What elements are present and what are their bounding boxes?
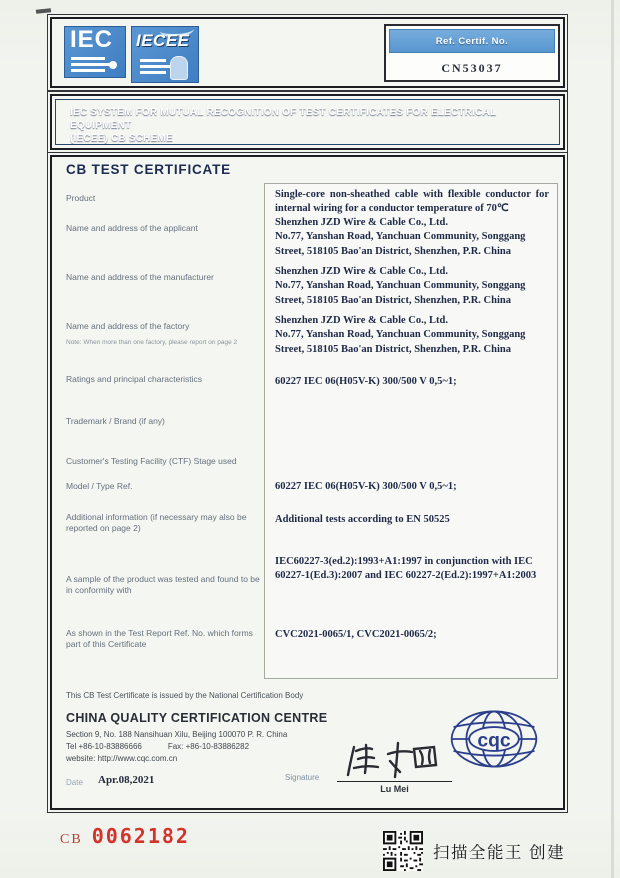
value-ratings: 60227 IEC 06(H05V-K) 300/500 V 0,5~1; — [275, 376, 457, 387]
qr-code-icon — [383, 831, 423, 871]
applicant-name: Shenzhen JZD Wire & Cable Co., Ltd. — [275, 217, 448, 228]
header-section — [50, 17, 565, 88]
date-value: Apr.08,2021 — [98, 774, 155, 786]
values-panel — [264, 183, 558, 679]
label-ratings: Ratings and principal characteristics — [66, 374, 203, 384]
certificate-body — [50, 155, 565, 810]
factory-name: Shenzhen JZD Wire & Cable Co., Ltd. — [275, 315, 448, 326]
iecee-plug-shape — [170, 56, 188, 80]
date-label: Date — [66, 778, 83, 787]
label-factory: Name and address of the factory — [66, 321, 190, 331]
scheme-banner — [50, 94, 565, 150]
handwritten-signature — [342, 739, 450, 784]
signature-label: Signature — [285, 773, 320, 782]
cqc-logo-text: cqc — [477, 730, 511, 752]
certification-body-telfax — [66, 742, 249, 751]
iec-logo-text: IEC — [70, 26, 114, 53]
signer-name: Lu Mei — [380, 784, 409, 794]
scanner-caption: 扫描全能王 创建 — [433, 844, 566, 862]
label-factory-note: Note: When more than one factory, please report on page 2 — [66, 339, 238, 346]
label-ctf-stage: Customer's Testing Facility (CTF) Stage used — [66, 456, 237, 466]
certification-body-website: website: http://www.cqc.com.cn — [66, 754, 178, 763]
value-test-report: CVC2021-0065/1, CVC2021-0065/2; — [275, 629, 437, 640]
certification-body-name: CHINA QUALITY CERTIFICATION CENTRE — [66, 711, 328, 725]
cb-stamp-prefix: CB — [60, 832, 83, 847]
value-manufacturer — [275, 265, 549, 308]
label-trademark: Trademark / Brand (if any) — [66, 416, 165, 426]
fax-text: Fax: +86-10-83886282 — [167, 742, 250, 751]
iec-logo-icon — [64, 26, 126, 78]
scan-edge — [611, 0, 614, 878]
label-model-type: Model / Type Ref. — [66, 481, 133, 491]
ref-certif-label: Ref. Certif. No. — [389, 29, 555, 53]
factory-address: No.77, Yanshan Road, Yanchuan Community, Songgang Street, 518105 Bao'an District, Shenzhen, P.R. China — [275, 329, 526, 355]
manufacturer-name: Shenzhen JZD Wire & Cable Co., Ltd. — [275, 266, 448, 277]
ref-certif-number: CN53037 — [441, 61, 503, 75]
tel-text: Tel +86-10-83886666 — [66, 742, 142, 751]
value-product: Single-core non-sheathed cable with flexible conductor for internal wiring for a conductor temperature of 70℃ — [275, 189, 549, 215]
value-conformity: IEC60227-3(ed.2):1993+A1:1997 in conjunction with IEC 60227-1(Ed.3):2007 and IEC 60227-2(Ed.2):1997+A1:2003 — [275, 556, 537, 582]
scheme-banner-inner — [55, 99, 560, 145]
scan-artifact — [36, 8, 51, 14]
issued-by-statement: This CB Test Certificate is issued by the National Certification Body — [66, 691, 304, 700]
certificate-title: CB TEST CERTIFICATE — [66, 162, 231, 177]
logo-group — [52, 19, 199, 86]
value-additional-info: Additional tests according to EN 50525 — [275, 514, 450, 525]
value-model-type: 60227 IEC 06(H05V-K) 300/500 V 0,5~1; — [275, 481, 457, 492]
label-applicant: Name and address of the applicant — [66, 223, 198, 233]
value-factory — [275, 314, 549, 357]
applicant-address: No.77, Yanshan Road, Yanchuan Community, Songgang Street, 518105 Bao'an District, Shenzhen, P.R. China — [275, 231, 526, 257]
scheme-banner-line1: IEC SYSTEM FOR MUTUAL RECOGNITION OF TEST CERTIFICATES FOR ELECTRICAL EQUIPMENT — [70, 107, 497, 131]
label-test-report: As shown in the Test Report Ref. No. which forms part of this Certificate — [66, 628, 253, 650]
manufacturer-address: No.77, Yanshan Road, Yanchuan Community, Songgang Street, 518105 Bao'an District, Shenzhen, P.R. China — [275, 280, 526, 306]
cb-certificate-number — [60, 824, 190, 848]
label-conformity: A sample of the product was tested and found to be in conformity with — [66, 574, 260, 596]
scheme-banner-line2: (IECEE) CB SCHEME — [70, 133, 173, 144]
label-product: Product — [66, 193, 96, 203]
label-additional-info: Additional information (if necessary may also be reported on page 2) — [66, 512, 247, 534]
iec-logo-dot — [109, 61, 117, 69]
signature-line — [337, 781, 452, 782]
certification-body-address: Section 9, No. 188 Nansihuan Xilu, Beijing 100070 P. R. China — [66, 730, 288, 739]
iecee-logo-text: IECEE — [136, 31, 190, 50]
label-manufacturer: Name and address of the manufacturer — [66, 272, 214, 282]
value-applicant — [275, 216, 549, 259]
ref-certif-box — [384, 24, 560, 82]
cqc-logo-icon — [448, 708, 540, 775]
iecee-logo-icon — [131, 26, 199, 83]
cb-stamp-number: 0062182 — [91, 824, 190, 848]
scanner-watermark — [383, 831, 565, 871]
